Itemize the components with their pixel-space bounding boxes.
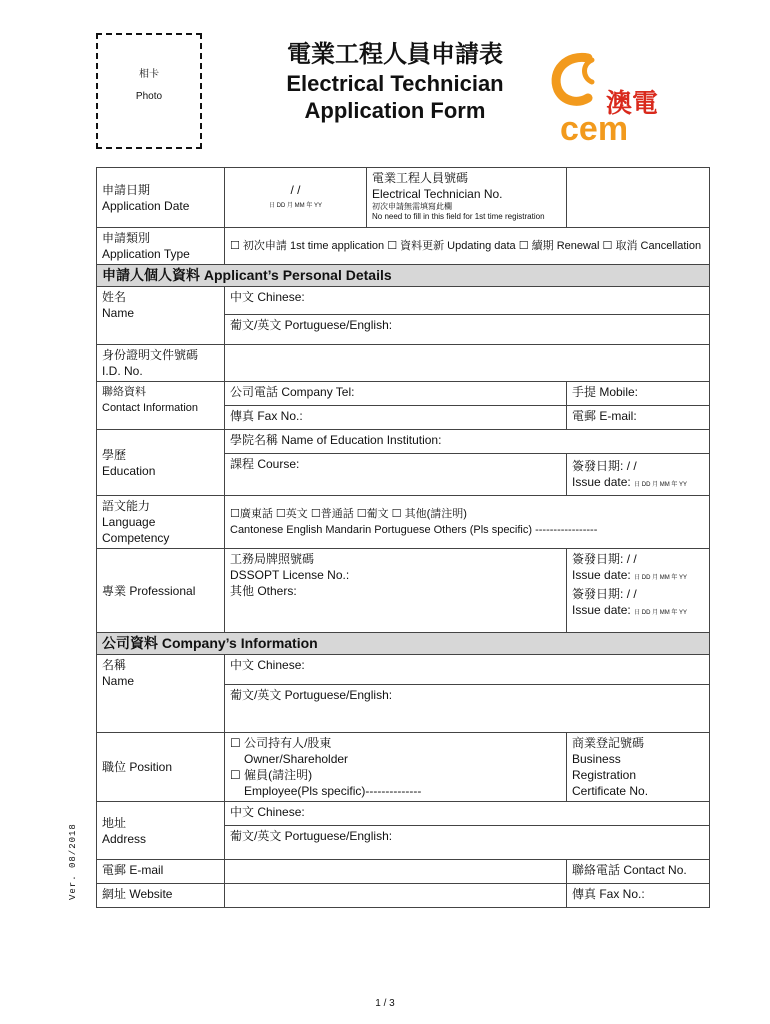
company-contact-no-label[interactable]: 聯絡電話 Contact No. <box>567 860 710 884</box>
applicant-name-label: 姓名 Name <box>97 287 225 345</box>
page-number: 1 / 3 <box>375 998 395 1009</box>
address-chinese-field[interactable]: 中文 Chinese: <box>225 802 710 826</box>
photo-label-zh: 相卡 <box>139 69 159 80</box>
cem-logo <box>548 50 658 145</box>
professional-issue-dates[interactable]: 簽發日期: / / Issue date: 日 DD 月 MM 年 YY 簽發日期: / / Issue date: 日 DD 月 MM 年 YY <box>567 549 710 633</box>
application-type-options[interactable]: ☐ 初次申請 1st time application ☐ 資料更新 Updating data ☐ 續期 Renewal ☐ 取消 Cancellation <box>225 228 710 265</box>
application-date-label: 申請日期 Application Date <box>97 168 225 228</box>
fax-field[interactable]: 傳真 Fax No.: <box>225 406 567 430</box>
company-website-field[interactable] <box>225 884 567 908</box>
language-options[interactable]: ☐廣東話 ☐英文 ☐普通話 ☐葡文 ☐ 其他(請注明) Cantonese English Mandarin Portuguese Others (Pls specific) ----------------- <box>225 496 710 549</box>
institution-field[interactable]: 學院名稱 Name of Education Institution: <box>225 430 710 454</box>
section-company-info: 公司資料 Company’s Information <box>97 633 710 655</box>
application-date-field[interactable]: / / 日 DD 月 MM 年 YY <box>225 168 367 228</box>
photo-label-en: Photo <box>135 91 163 102</box>
title-zh: 電業工程人員申請表 <box>287 41 503 68</box>
id-no-label: 身份證明文件號碼 I.D. No. <box>97 345 225 382</box>
svg-text:澳電: 澳電 <box>606 89 658 119</box>
professional-label: 專業 Professional <box>97 549 225 633</box>
position-label: 職位 Position <box>97 733 225 802</box>
address-portuguese-english-field[interactable]: 葡文/英文 Portuguese/English: <box>225 826 710 860</box>
language-label: 語文能力 Language Competency <box>97 496 225 549</box>
section-personal-details: 申請人個人資料 Applicant’s Personal Details <box>97 265 710 287</box>
course-issue-date[interactable]: 簽發日期: / / Issue date: 日 DD 月 MM 年 YY <box>567 454 710 496</box>
company-email-label: 電郵 E-mail <box>97 860 225 884</box>
mobile-field[interactable]: 手提 Mobile: <box>567 382 710 406</box>
application-type-label: 申請類別 Application Type <box>97 228 225 265</box>
title-en-2: Application Form <box>304 98 486 123</box>
technician-no-field[interactable] <box>567 168 710 228</box>
technician-no-label: 電業工程人員號碼 Electrical Technician No. 初次申請無需填寫此欄 No need to fill in this field for 1st time registration <box>367 168 567 228</box>
application-form-table <box>96 167 710 908</box>
applicant-name-portuguese-english-field[interactable]: 葡文/英文 Portuguese/English: <box>225 315 710 345</box>
version-label: Ver. 08/2018 <box>68 823 78 900</box>
company-name-portuguese-english-field[interactable]: 葡文/英文 Portuguese/English: <box>225 685 710 733</box>
education-label: 學歷 Education <box>97 430 225 496</box>
form-title <box>250 40 540 124</box>
address-label: 地址 Address <box>97 802 225 860</box>
company-fax-label[interactable]: 傳真 Fax No.: <box>567 884 710 908</box>
company-website-label: 網址 Website <box>97 884 225 908</box>
photo-box <box>96 33 202 149</box>
business-registration-field[interactable]: 商業登記號碼 Business Registration Certificate No. <box>567 733 710 802</box>
applicant-name-chinese-field[interactable]: 中文 Chinese: <box>225 287 710 315</box>
company-name-label: 名稱 Name <box>97 655 225 733</box>
company-name-chinese-field[interactable]: 中文 Chinese: <box>225 655 710 685</box>
course-field[interactable]: 課程 Course: <box>225 454 567 496</box>
id-no-field[interactable] <box>225 345 710 382</box>
svg-text:cem: cem <box>560 110 629 145</box>
position-options[interactable]: ☐ 公司持有人/股東 Owner/Shareholder ☐ 僱員(請注明) Employee(Pls specific)-------------- <box>225 733 567 802</box>
professional-licence-fields[interactable]: 工務局牌照號碼 DSSOPT License No.: 其他 Others: <box>225 549 567 633</box>
company-tel-field[interactable]: 公司電話 Company Tel: <box>225 382 567 406</box>
company-email-field[interactable] <box>225 860 567 884</box>
email-field[interactable]: 電郵 E-mail: <box>567 406 710 430</box>
contact-info-label: 聯絡資料 Contact Information <box>97 382 225 430</box>
title-en-1: Electrical Technician <box>286 71 504 96</box>
